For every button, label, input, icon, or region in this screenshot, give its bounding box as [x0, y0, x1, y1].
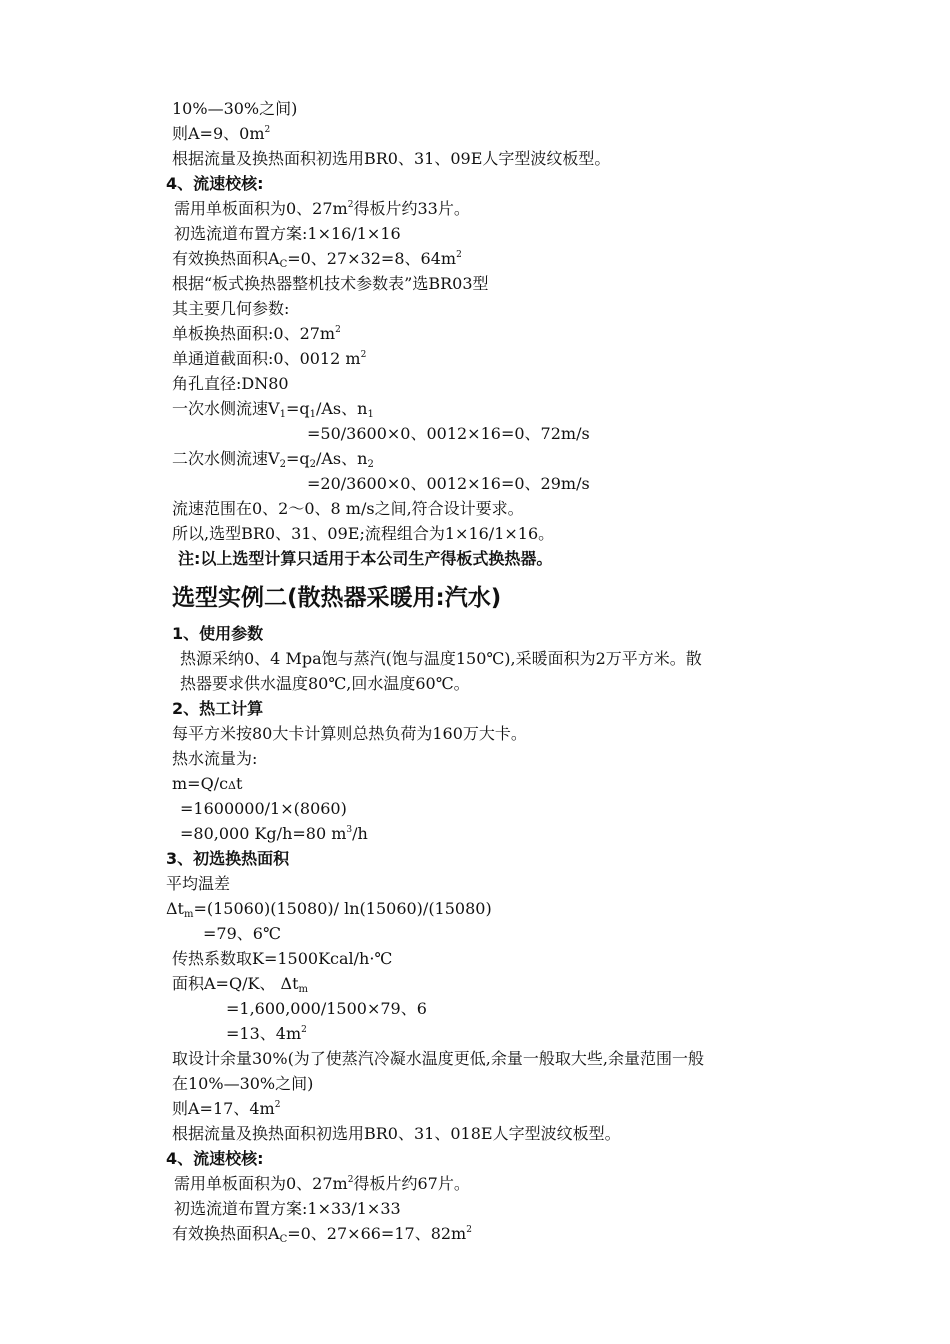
- text-line: 平均温差: [166, 874, 231, 893]
- text-line: 角孔直径:DN80: [172, 374, 289, 393]
- section-title: 选型实例二(散热器采暖用:汽水): [172, 585, 502, 611]
- text-line: 10%—30%之间): [172, 99, 298, 118]
- text-line: 传热系数取K=1500Kcal/h·℃: [172, 949, 393, 968]
- text-line: 需用单板面积为0、$27m^2$得板片约67片。: [174, 1174, 470, 1193]
- text-line: 有效换热面积$A_C=0$、27×32=8、$64m^2$: [172, 249, 462, 270]
- text-line: 面积A=Q/K、 $\Delta t_m$: [172, 974, 308, 995]
- text-line: 单板换热面积:0、$27m^2$: [172, 324, 341, 343]
- text-line: =50/3600×0、0012×16=0、72m/s: [307, 424, 590, 443]
- text-line: =1,600,000/1500×79、6: [226, 999, 427, 1018]
- section-heading: 3、初选换热面积: [166, 849, 290, 868]
- text-line: 则A=9、$0m^2$: [172, 124, 271, 143]
- text-line: =13、$4m^2$: [226, 1024, 307, 1043]
- text-line: =20/3600×0、0012×16=0、29m/s: [307, 474, 590, 493]
- text-line: =80,000 Kg/h=80 $m^3/h$: [180, 824, 368, 843]
- text-line: 则A=17、$4m^2$: [172, 1099, 281, 1118]
- text-line: 流速范围在0、2～0、8 m/s之间,符合设计要求。: [172, 499, 524, 518]
- section-heading: 4、流速校核:: [166, 1149, 264, 1168]
- section-heading: 2、热工计算: [172, 699, 264, 718]
- text-line: 所以,选型BR0、31、09E;流程组合为1×16/1×16。: [172, 524, 555, 543]
- text-line: 初选流道布置方案:1×33/1×33: [174, 1199, 401, 1218]
- text-line: 单通道截面积:0、0012 $m^2$: [172, 349, 367, 368]
- text-line: 取设计余量30%(为了使蒸汽冷凝水温度更低,余量一般取大些,余量范围一般: [172, 1049, 704, 1068]
- text-line: 有效换热面积$A_C=0$、27×66=17、$82m^2$: [172, 1224, 472, 1245]
- text-line: 热器要求供水温度80℃,回水温度60℃。: [180, 674, 470, 693]
- section-heading: 1、使用参数: [172, 624, 264, 643]
- text-line: 需用单板面积为0、$27m^2$得板片约33片。: [174, 199, 470, 218]
- text-line: 二次水侧流速$V_2=q_2/As$、$n_2$: [172, 449, 374, 470]
- text-line: 根据“板式换热器整机技术参数表”选BR03型: [172, 274, 489, 293]
- text-line: $\Delta t_m=(15060)(15080)/$ ln(15060)/(15080): [166, 899, 492, 920]
- text-line: 热水流量为:: [172, 749, 258, 768]
- text-line: 一次水侧流速$V_1=q_1/As$、$n_1$: [172, 399, 374, 420]
- text-line: =1600000/1×(8060): [180, 799, 347, 818]
- text-line: 根据流量及换热面积初选用BR0、31、09E人字型波纹板型。: [172, 149, 611, 168]
- text-line: =79、6℃: [203, 924, 281, 943]
- text-line: 初选流道布置方案:1×16/1×16: [174, 224, 401, 243]
- note-text: 注:以上选型计算只适用于本公司生产得板式换热器。: [178, 549, 553, 568]
- text-line: m=Q/cΔt: [172, 774, 243, 793]
- text-line: 热源采纳0、4 Mpa饱与蒸汽(饱与温度150℃),采暖面积为2万平方米。散: [180, 649, 702, 668]
- text-line: 在10%—30%之间): [172, 1074, 314, 1093]
- section-heading: 4、流速校核:: [166, 174, 264, 193]
- text-line: 根据流量及换热面积初选用BR0、31、018E人字型波纹板型。: [172, 1124, 621, 1143]
- text-line: 其主要几何参数:: [172, 299, 290, 318]
- text-line: 每平方米按80大卡计算则总热负荷为160万大卡。: [172, 724, 527, 743]
